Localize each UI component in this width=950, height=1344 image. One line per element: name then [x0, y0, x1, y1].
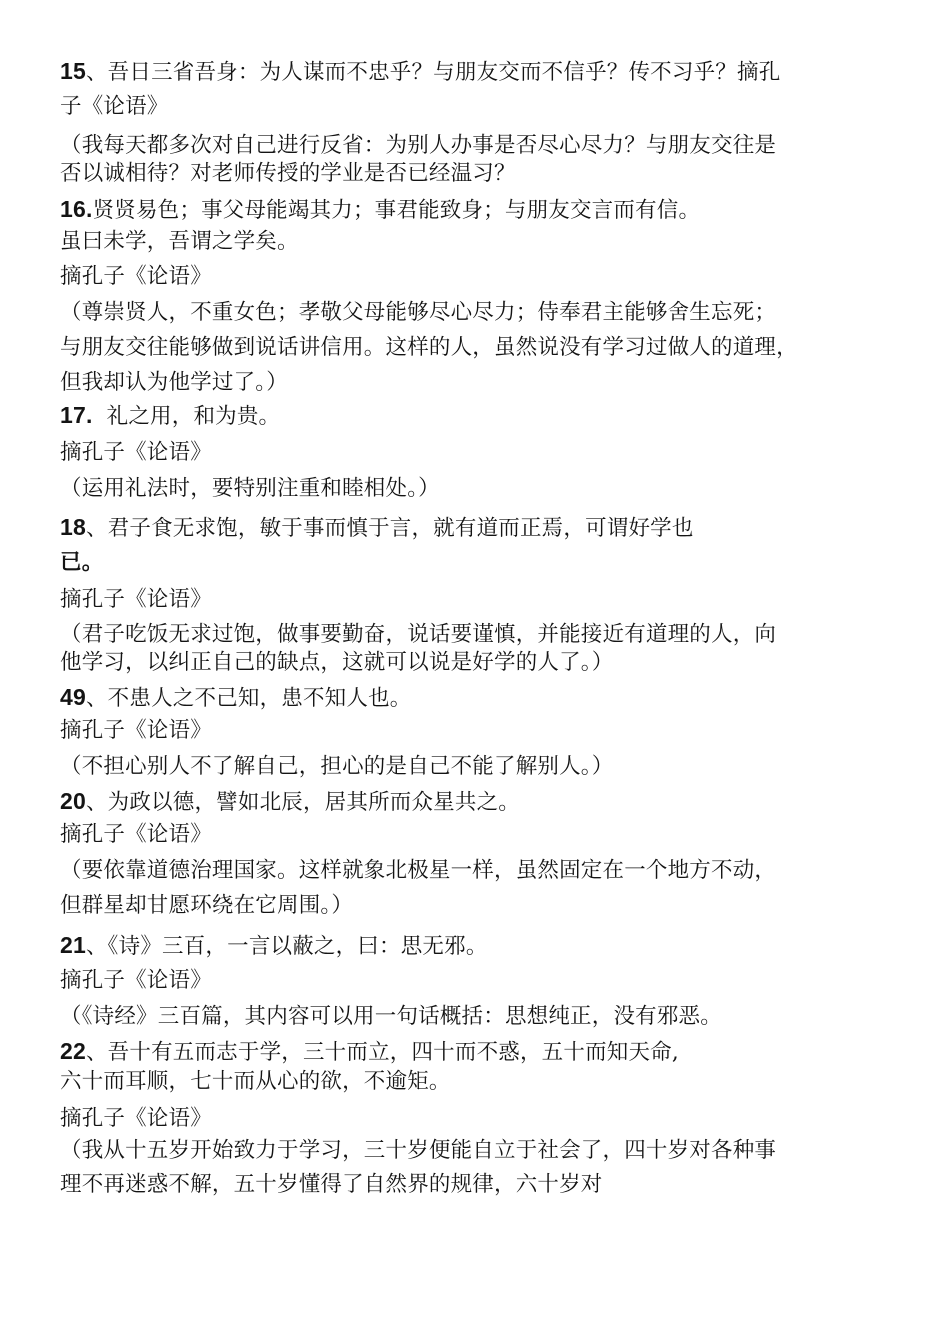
entry-18-continuation — [60, 548, 103, 578]
entry-21-explanation-1 — [60, 1002, 722, 1032]
entry-number: 49 — [60, 684, 86, 710]
entry-18-explanation-1 — [60, 620, 776, 650]
entry-number: 17. — [60, 402, 93, 428]
text-span: （《诗经》三百篇，其内容可以用一句话概括：思想纯正，没有邪恶。 — [60, 1004, 722, 1029]
entry-16-line-1 — [60, 194, 700, 226]
entry-number: 22 — [60, 1038, 86, 1064]
text-span: （尊崇贤人，不重女色；孝敬父母能够尽心尽力；侍奉君主能够舍生忘死； — [60, 300, 777, 325]
text-span: （我每天都多次对自己进行反省：为别人办事是否尽心尽力？与朋友交往是 — [60, 133, 777, 158]
entry-22-source — [60, 1104, 212, 1134]
entry-16-explanation-2 — [60, 333, 798, 363]
text-span: 他学习，以纠正自己的缺点，这就可以说是好学的人了。） — [60, 650, 614, 675]
text-span: 、《诗》三百，一言以蔽之，曰：思无邪。 — [85, 934, 488, 959]
entry-20-line-1 — [60, 786, 520, 818]
text-span: 摘孔子《论语》 — [60, 968, 212, 993]
text-span: 但群星却甘愿环绕在它周围。） — [60, 893, 354, 918]
entry-22-explanation-1 — [60, 1136, 776, 1166]
text-span: 已。 — [60, 550, 104, 575]
entry-18-line-1 — [60, 512, 694, 544]
entry-number: 15 — [60, 58, 86, 84]
entry-15-line-1 — [60, 56, 780, 88]
entry-text: 、吾日三省吾身：为人谋而不忠乎？与朋友交而不信乎？传不习乎？摘孔 — [85, 60, 781, 85]
entry-15-line-2 — [60, 92, 169, 122]
entry-22-line-2 — [60, 1067, 451, 1097]
entry-16-explanation-3 — [60, 368, 288, 398]
entry-49-source — [60, 716, 212, 746]
text-span: （君子吃饭无求过饱，做事要勤奋，说话要谨慎，并能接近有道理的人，向 — [60, 622, 777, 647]
entry-18-source — [60, 585, 212, 615]
text-span: 摘孔子《论语》 — [60, 1106, 212, 1131]
entry-22-explanation-2 — [60, 1170, 603, 1200]
entry-16-source — [60, 262, 212, 292]
entry-15-explanation-1 — [60, 131, 776, 161]
text-span: 六十而耳顺，七十而从心的欲，不逾矩。 — [60, 1069, 451, 1094]
entry-20-source — [60, 820, 212, 850]
entry-16-explanation-1 — [60, 298, 776, 328]
entry-49-line-1 — [60, 682, 412, 714]
entry-16-line-2 — [60, 227, 299, 257]
entry-20-explanation-2 — [60, 891, 353, 921]
entry-number: 20 — [60, 788, 86, 814]
text-span: 、君子食无求饱，敏于事而慎于言，就有道而正焉，可谓好学也 — [85, 516, 694, 541]
entry-22-line-1 — [60, 1036, 679, 1068]
text-span: 、不患人之不己知，患不知人也。 — [85, 686, 412, 711]
text-span: （要依靠道德治理国家。这样就象北极星一样，虽然固定在一个地方不动， — [60, 858, 777, 883]
text-span: 摘孔子《论语》 — [60, 587, 212, 612]
entry-21-line-1 — [60, 930, 488, 962]
text-span: （不担心别人不了解自己，担心的是自己不能了解别人。） — [60, 754, 614, 779]
entry-49-explanation-1 — [60, 752, 613, 782]
entry-text: 贤贤易色；事父母能竭其力；事君能致身；与朋友交言而有信。 — [92, 198, 701, 223]
entry-20-explanation-1 — [60, 856, 776, 886]
text-span: 但我却认为他学过了。） — [60, 370, 288, 395]
entry-text: 子《论语》 — [60, 94, 169, 119]
entry-17-line-1 — [60, 400, 280, 432]
text-span: 虽曰未学，吾谓之学矣。 — [60, 229, 299, 254]
text-span: 、吾十有五而志于学，三十而立，四十而不惑，五十而知天命, — [85, 1040, 679, 1065]
text-span: 摘孔子《论语》 — [60, 822, 212, 847]
text-span: 摘孔子《论语》 — [60, 718, 212, 743]
entry-21-source — [60, 966, 212, 996]
text-span: 、为政以德，譬如北辰，居其所而众星共之。 — [85, 790, 520, 815]
text-span: 与朋友交往能够做到说话讲信用。这样的人，虽然说没有学习过做人的道理， — [60, 335, 798, 360]
entry-number: 18 — [60, 514, 86, 540]
text-span: （我从十五岁开始致力于学习，三十岁便能自立于社会了，四十岁对各种事 — [60, 1138, 777, 1163]
text-span: 摘孔子《论语》 — [60, 440, 212, 465]
entry-18-explanation-2 — [60, 648, 613, 678]
entry-15-explanation-2 — [60, 159, 516, 189]
text-span: 摘孔子《论语》 — [60, 264, 212, 289]
entry-number: 21 — [60, 932, 86, 958]
entry-number: 16. — [60, 196, 93, 222]
text-span: 礼之用，和为贵。 — [92, 404, 281, 429]
text-span: 否以诚相待？对老师传授的学业是否已经温习？ — [60, 161, 516, 186]
text-span: 理不再迷惑不解，五十岁懂得了自然界的规律，六十岁对 — [60, 1172, 603, 1197]
entry-17-source — [60, 438, 212, 468]
entry-17-explanation-1 — [60, 474, 440, 504]
text-span: （运用礼法时，要特别注重和睦相处。） — [60, 476, 440, 501]
